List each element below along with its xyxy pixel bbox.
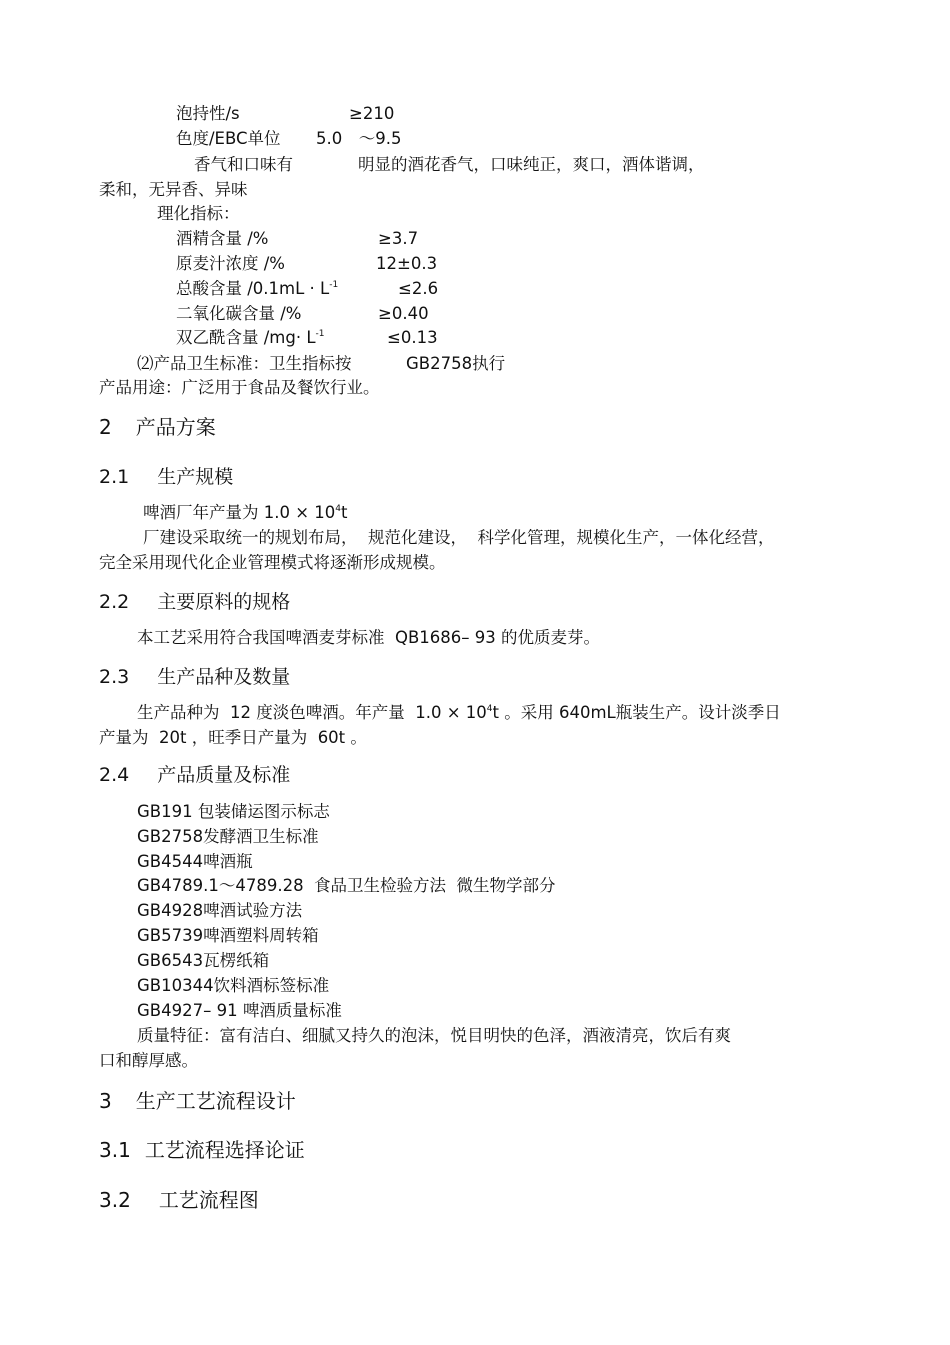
physchem-title: 理化指标： (157, 204, 240, 223)
section-3-1-heading: 3.1 工艺流程选择论证 (99, 1138, 305, 1162)
diacetyl-value: ≤0.13 (387, 328, 438, 347)
diacetyl-label: 双乙酰含量 $/mg\cdot L^{-1}$ (176, 328, 325, 347)
foam-value: ≥210 (349, 104, 395, 123)
aroma-continuation: 柔和，无异香、异味 (99, 180, 248, 199)
annual-output-line: 啤酒厂年产量为 $1.0 \times 10^4t$ (143, 503, 348, 522)
standard-item: GB10344饮料酒标签标准 (137, 976, 330, 995)
aroma-value: 明显的酒花香气，口味纯正，爽口，酒体谐调， (358, 155, 705, 174)
quality-features-line-2: 口和醇厚感。 (99, 1051, 198, 1070)
standard-item: GB6543瓦楞纸箱 (137, 951, 270, 970)
quality-features-line-1: 质量特征：富有洁白、细腻又持久的泡沫，悦目明快的色泽，酒液清亮，饮后有爽 (137, 1026, 731, 1045)
diacetyl-unit-exponent: -1 (315, 329, 325, 339)
co2-value: ≥0.40 (378, 304, 429, 323)
foam-label: 泡持性/s (176, 104, 240, 123)
product-variety-line-1: 生产品种为 12 度淡色啤酒。年产量 $1.0 \times 10^4t$ 。采用 640mL瓶装生产。设计淡季日 (137, 703, 781, 722)
alcohol-label: 酒精含量 /% (176, 229, 269, 248)
acid-unit-exponent: -1 (329, 280, 339, 290)
wort-value: 12±0.3 (376, 254, 438, 273)
standard-item: GB4789.1～4789.28 食品卫生检验方法 微生物学部分 (137, 876, 556, 895)
standard-item: GB191 包装储运图示标志 (137, 802, 330, 821)
section-3-2-heading: 3.2 工艺流程图 (99, 1188, 259, 1212)
alcohol-value: ≥3.7 (378, 229, 419, 248)
standard-item: GB4927– 91 啤酒质量标准 (137, 1001, 342, 1020)
plant-plan-line-2: 完全采用现代化企业管理模式将逐渐形成规模。 (99, 553, 446, 572)
section-2-1-heading: 2.1 生产规模 (99, 466, 234, 488)
acid-value: ≤2.6 (398, 279, 439, 298)
color-label: 色度/EBC单位 (176, 129, 281, 148)
hygiene-value: GB2758执行 (406, 354, 506, 373)
product-usage: 产品用途：广泛用于食品及餐饮行业。 (99, 378, 380, 397)
plant-plan-line-1: 厂建设采取统一的规划布局， 规范化建设， 科学化管理，规模化生产，一体化经营， (143, 528, 775, 547)
product-variety-line-2: 产量为 20t ，旺季日产量为 60t 。 (99, 728, 367, 747)
section-2-2-heading: 2.2 主要原料的规格 (99, 591, 291, 613)
section-2-4-heading: 2.4 产品质量及标准 (99, 764, 291, 786)
co2-label: 二氧化碳含量 /% (176, 304, 302, 323)
malt-standard-text: 本工艺采用符合我国啤酒麦芽标准 QB1686– 93 的优质麦芽。 (137, 628, 601, 647)
aroma-label: 香气和口味有 (194, 155, 293, 174)
section-2-heading: 2 产品方案 (99, 415, 216, 439)
section-3-heading: 3 生产工艺流程设计 (99, 1089, 296, 1113)
standard-item: GB5739啤酒塑料周转箱 (137, 926, 319, 945)
hygiene-label: ⑵产品卫生标准：卫生指标按 (137, 354, 352, 373)
standard-item: GB4544啤酒瓶 (137, 852, 253, 871)
color-value: 5.0 ～9.5 (316, 129, 402, 148)
section-2-3-heading: 2.3 生产品种及数量 (99, 666, 291, 688)
standard-item: GB4928啤酒试验方法 (137, 901, 303, 920)
standard-item: GB2758发酵酒卫生标准 (137, 827, 319, 846)
wort-label: 原麦汁浓度 /% (176, 254, 285, 273)
acid-label: 总酸含量 $/0.1mL \cdot L^{-1}$ (176, 279, 339, 298)
